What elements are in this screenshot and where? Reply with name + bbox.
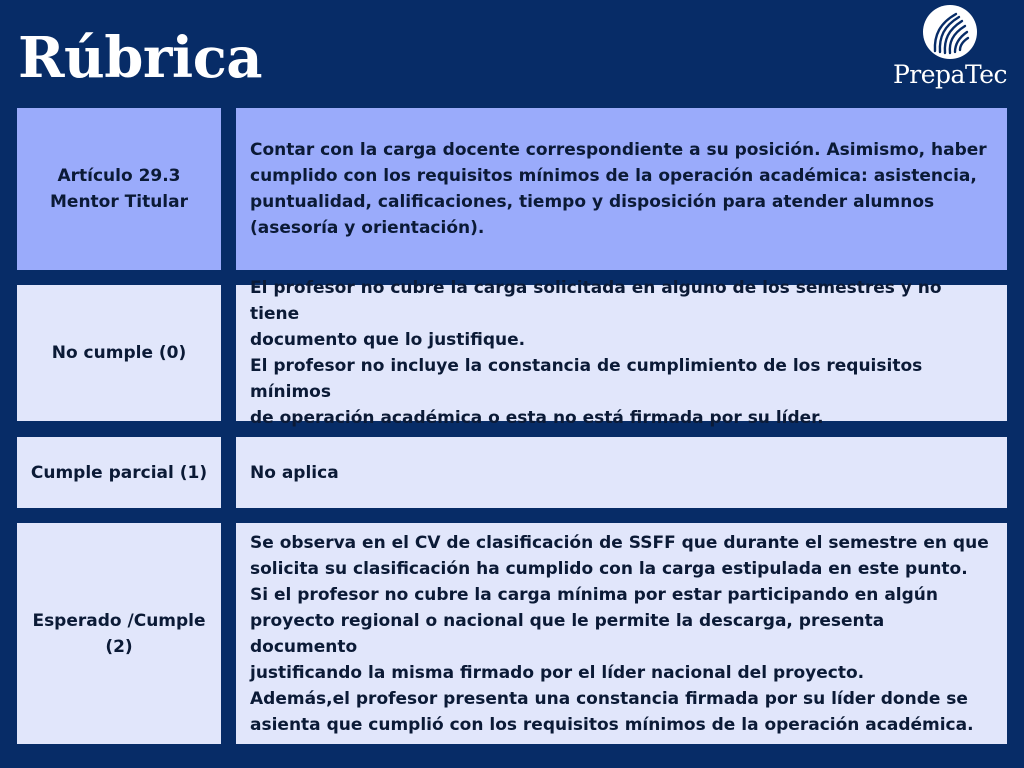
rubric-criterion-description xyxy=(236,108,1007,270)
rubric-level-cumple-parcial-description xyxy=(236,437,1007,508)
description-line: documento que lo justifique. xyxy=(250,330,526,350)
flame-torch-icon xyxy=(922,4,978,60)
criterion-label-line: Artículo 29.3 xyxy=(57,166,181,186)
rubric-level-cumple-parcial-label xyxy=(17,437,221,508)
description-line: Si el profesor no cubre la carga mínima por estar participando en algún xyxy=(250,584,939,605)
prepatec-logo xyxy=(886,4,1014,94)
rubric-level-no-cumple-description xyxy=(236,278,1007,428)
description-line: puntualidad, calificaciones, tiempo y disposición para atender alumnos xyxy=(250,192,935,212)
description-line: No aplica xyxy=(250,462,339,483)
description-line: asienta que cumplió con los requisitos mínimos de la operación académica. xyxy=(250,714,974,735)
rubric-level-no-cumple-label xyxy=(17,285,221,421)
logo-wordmark: PrepaTec xyxy=(892,60,1007,89)
level-label-line: (2) xyxy=(105,636,133,657)
rubric-level-esperado-description xyxy=(236,523,1007,744)
description-line: El profesor no incluye la constancia de cumplimiento de los requisitos mínimos xyxy=(250,356,923,402)
description-line: (asesoría y orientación). xyxy=(250,218,485,238)
page-title: Rúbrica xyxy=(18,25,263,91)
rubric-criterion-label xyxy=(17,108,221,270)
level-label-line: Esperado /Cumple xyxy=(32,610,206,631)
description-line: justificando la misma firmado por el líder nacional del proyecto. xyxy=(250,662,865,683)
description-line: Contar con la carga docente correspondiente a su posición. Asimismo, haber xyxy=(250,140,987,160)
description-line: proyecto regional o nacional que le permite la descarga, presenta documento xyxy=(250,610,885,657)
description-line: Además,el profesor presenta una constancia firmada por su líder donde se xyxy=(250,688,968,709)
criterion-label-line: Mentor Titular xyxy=(50,192,188,212)
level-label-line: No cumple (0) xyxy=(51,343,187,363)
rubric-level-esperado-label xyxy=(17,523,221,744)
description-line: Se observa en el CV de clasificación de SSFF que durante el semestre en que xyxy=(250,532,989,553)
level-label-line: Cumple parcial (1) xyxy=(30,462,208,483)
description-line: solicita su clasificación ha cumplido con la carga estipulada en este punto. xyxy=(250,558,968,579)
description-line: de operación académica o esta no está firmada por su líder. xyxy=(250,408,824,428)
description-line: cumplido con los requisitos mínimos de la operación académica: asistencia, xyxy=(250,166,977,186)
description-line: El profesor no cubre la carga solicitada en alguno de los semestres y no tiene xyxy=(250,278,942,324)
